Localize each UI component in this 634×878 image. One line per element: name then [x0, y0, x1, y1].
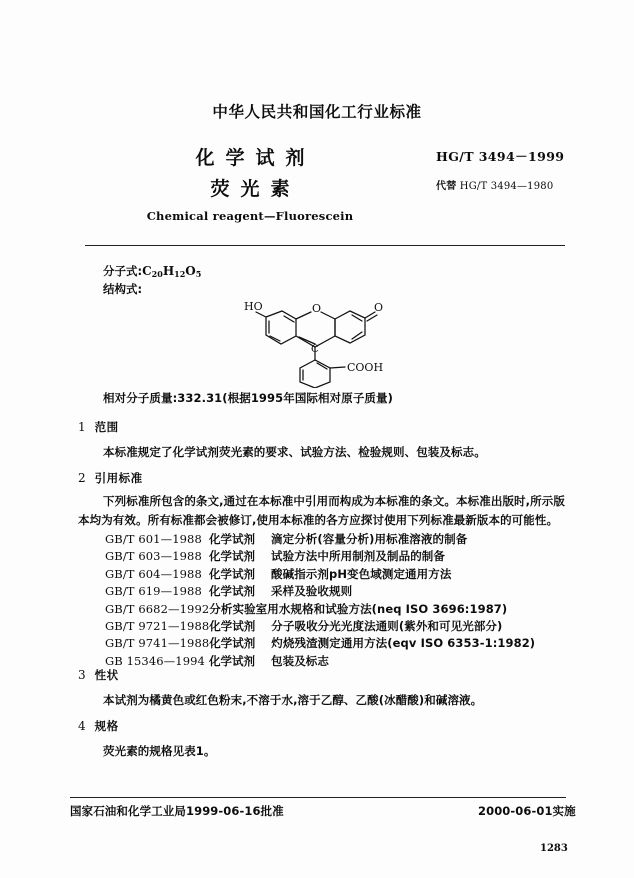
section-heading-3 [78, 667, 119, 683]
fluorescein-structure-diagram [232, 288, 412, 392]
reference-category: 化学试剂 [209, 549, 255, 564]
reference-code: GB/T 9721—1988 [105, 618, 210, 633]
reference-item [105, 583, 565, 600]
section-number-3: 3 [78, 668, 86, 682]
standard-replaces [436, 177, 553, 192]
molecular-formula-label: 分子式: [103, 264, 143, 278]
reference-code: GB/T 601—1988 [105, 532, 202, 546]
reference-category: 化学试剂 [209, 618, 256, 633]
page-number: 1283 [540, 843, 568, 854]
reference-item [105, 618, 565, 635]
reference-item [105, 601, 565, 618]
structure-label-ketone-oxygen: O [374, 301, 384, 314]
relative-molecular-mass-line: 相对分子质量:332.31(根据1995年国际相对原子质量) [103, 391, 393, 405]
structure-formula-label: 结构式: [103, 282, 143, 296]
structure-label-carboxyl: COOH [347, 361, 384, 374]
reference-item [105, 531, 565, 548]
section-body-4: 荧光素的规格见表1。 [103, 744, 216, 758]
replaces-prefix-label: 代替 [436, 181, 457, 192]
section-heading-2 [78, 470, 143, 486]
document-title-sub: 荧光素 [210, 178, 301, 200]
section-heading-1 [78, 419, 119, 435]
reference-code: GB 15346—1994 [105, 653, 205, 668]
referenced-standards-list [105, 531, 565, 670]
section-number-4: 4 [78, 719, 86, 733]
reference-category: 化学试剂 [209, 566, 255, 581]
section-number-1: 1 [78, 420, 86, 434]
replaces-code-value: HG/T 3494—1980 [459, 181, 554, 192]
header-divider-rule [85, 245, 565, 246]
section-body-2: 下列标准所包含的条文,通过在本标准中引用而构成为本标准的条文。本标准出版时,所示版本均为有效。所有标准都会被修订,使用本标准的各方应探讨使用下列标准最新版本的可能性。 [78, 494, 565, 527]
footer-divider-rule [70, 797, 566, 798]
structure-label-hydroxyl: HO [244, 300, 263, 313]
section-body-3: 本试剂为橘黄色或红色粉末,不溶于水,溶于乙醇、乙酸(冰醋酸)和碱溶液。 [103, 693, 483, 707]
reference-title: 滴定分析(容量分析)用标准溶液的制备 [271, 532, 468, 546]
reference-item [105, 635, 565, 652]
footer-approval-text: 国家石油和化学工业局1999-06-16批准 [70, 804, 284, 818]
structure-label-bridge-carbon: C [311, 344, 319, 355]
reference-title: 分子吸收分光光度法通则(紫外和可见光部分) [271, 618, 503, 633]
reference-title: 包装及标志 [271, 653, 329, 668]
section-title-1: 范围 [94, 420, 119, 434]
section-title-2: 引用标准 [94, 471, 143, 485]
section-body-1: 本标准规定了化学试剂荧光素的要求、试验方法、检验规则、包装及标志。 [103, 445, 486, 459]
document-title-english: Chemical reagent—Fluorescein [146, 209, 354, 223]
molecular-formula-line [103, 263, 201, 279]
section-title-4: 规格 [94, 719, 119, 733]
document-title-main: 化学试剂 [195, 147, 316, 169]
reference-item [105, 548, 565, 565]
reference-category: 化学试剂 [209, 636, 256, 651]
reference-title: 分析实验室用水规格和试验方法(neq ISO 3696:1987) [209, 601, 508, 616]
reference-title: 试验方法中所用制剂及制品的制备 [271, 549, 445, 564]
reference-code: GB/T 604—1988 [105, 566, 202, 581]
footer-implementation-text: 2000-06-01实施 [478, 804, 576, 818]
reference-title: 采样及验收规则 [271, 584, 353, 599]
reference-code: GB/T 603—1988 [105, 549, 202, 564]
section-title-3: 性状 [94, 668, 119, 682]
reference-code: GB/T 9741—1988 [105, 636, 210, 651]
section-heading-4 [78, 718, 119, 734]
standard-organization-heading: 中华人民共和国化工行业标准 [212, 103, 422, 121]
reference-category: 化学试剂 [209, 584, 255, 599]
reference-item [105, 566, 565, 583]
standard-code: HG/T 3494－1999 [436, 149, 565, 164]
molecular-formula-value: $C_{20}H_{12}O_5$ [142, 264, 202, 279]
reference-item [105, 653, 565, 670]
reference-code: GB/T 619—1988 [105, 584, 202, 599]
section-number-2: 2 [78, 471, 86, 485]
structure-label-ether-oxygen: O [312, 302, 322, 315]
reference-category: 化学试剂 [209, 653, 255, 668]
reference-category: 化学试剂 [209, 532, 255, 546]
reference-title: 灼烧残渣测定通用方法(eqv ISO 6353-1:1982) [271, 636, 536, 651]
reference-title: 酸碱指示剂pH变色域测定通用方法 [271, 566, 452, 581]
reference-code: GB/T 6682—1992 [105, 601, 210, 616]
